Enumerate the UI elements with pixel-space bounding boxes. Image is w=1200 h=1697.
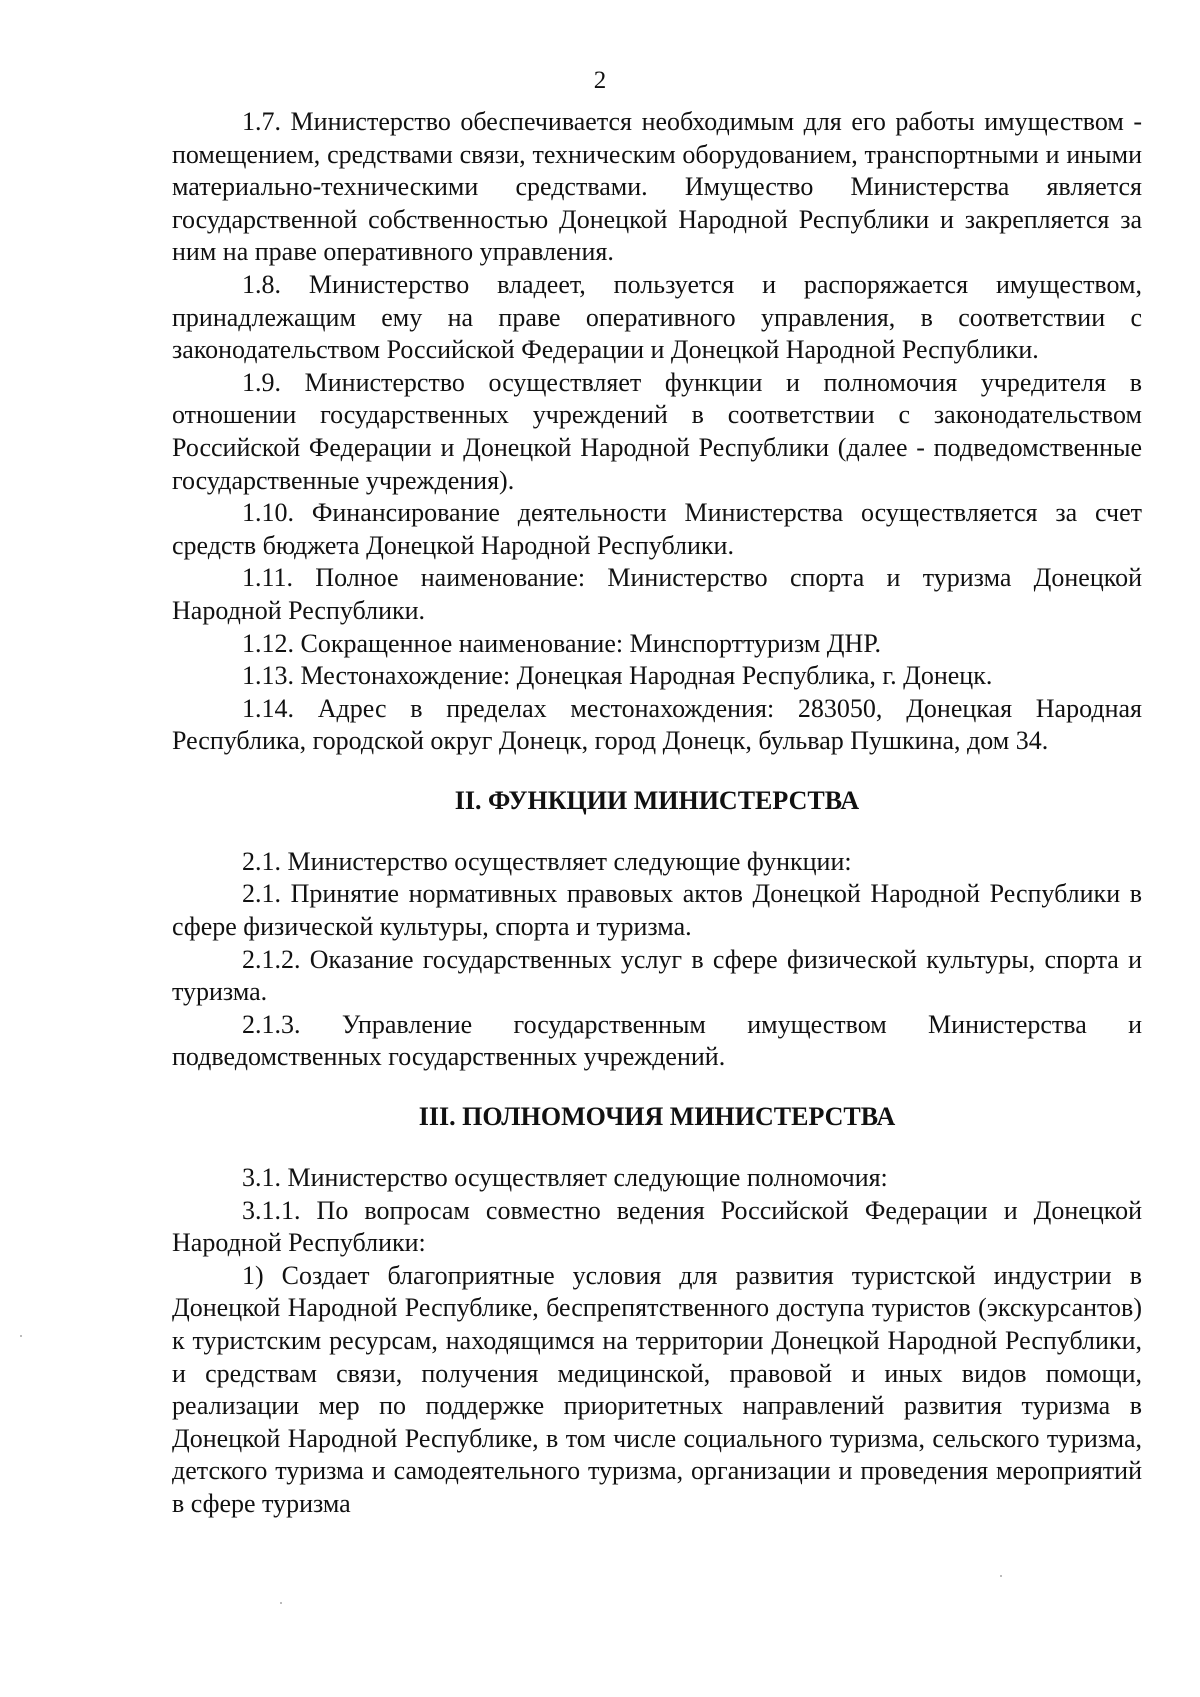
- paragraph-2-1-2: 2.1.2. Оказание государственных услуг в сфере физической культуры, спорта и туризма.: [172, 944, 1142, 1007]
- paragraph-2-1: 2.1. Принятие нормативных правовых актов Донецкой Народной Республики в сфере физической культуры, спорта и туризма.: [172, 879, 1142, 942]
- paragraph-1-14: 1.14. Адрес в пределах местонахождения: 283050, Донецкая Народная Республика, городской округ Донецк, город Донецк, бульвар Пушкина, дом 34.: [172, 693, 1142, 756]
- paragraph-3-1-1-item-1: 1) Создает благоприятные условия для развития туристской индустрии в Донецкой Народной Республике, беспрепятственного доступа туристов (экскурсантов) к туристским ресурсам, находящимся на территории Донецкой Народной Республики, и средствам связи, получения медицинской, правовой и иных видов помощи, реализации мер по поддержке приоритетных направлений развития туризма в Донецкой Народной Республике, в том числе социального туризма, сельского туризма, детского туризма и самодеятельного туризма, организации и проведения мероприятий в сфере туризма: [172, 1260, 1142, 1518]
- paragraph-1-9: 1.9. Министерство осуществляет функции и полномочия учредителя в отношении государственных учреждений в соответствии с законодательством Российской Федерации и Донецкой Народной Республики (далее - подведомственные государственные учреждения).: [172, 367, 1142, 495]
- page-number: 2: [593, 67, 607, 94]
- paragraph-2-1-intro: 2.1. Министерство осуществляет следующие функции:: [242, 846, 852, 876]
- paragraph-1-12: 1.12. Сокращенное наименование: Минспорттуризм ДНР.: [242, 628, 882, 658]
- document-body: [172, 106, 1142, 1521]
- paragraph-3-1-intro: 3.1. Министерство осуществляет следующие полномочия:: [242, 1163, 888, 1193]
- scan-speck: [280, 1602, 282, 1604]
- paragraph-3-1-1: 3.1.1. По вопросам совместно ведения Российской Федерации и Донецкой Народной Республики:: [172, 1195, 1142, 1258]
- paragraph-1-13: 1.13. Местонахождение: Донецкая Народная Республика, г. Донецк.: [242, 661, 993, 691]
- paragraph-2-1-3: 2.1.3. Управление государственным имуществом Министерства и подведомственных государственных учреждений.: [172, 1009, 1142, 1072]
- paragraph-1-7: 1.7. Министерство обеспечивается необходимым для его работы имуществом - помещением, средствами связи, техническим оборудованием, транспортными и иными материально-техническими средствами. Имущество Министерства является государственной собственностью Донецкой Народной Республики и закрепляется за ним на праве оперативного управления.: [172, 107, 1142, 267]
- scan-speck: [1000, 1575, 1002, 1577]
- section-heading-powers: III. ПОЛНОМОЧИЯ МИНИСТЕРСТВА: [418, 1102, 896, 1132]
- scan-speck: [20, 1335, 22, 1337]
- section-heading-functions: II. ФУНКЦИИ МИНИСТЕРСТВА: [454, 785, 860, 815]
- paragraph-1-10: 1.10. Финансирование деятельности Министерства осуществляется за счет средств бюджета Донецкой Народной Республики.: [172, 498, 1142, 560]
- paragraph-1-8: 1.8. Министерство владеет, пользуется и распоряжается имуществом, принадлежащим ему на праве оперативного управления, в соответствии с законодательством Российской Федерации и Донецкой Народной Республики.: [172, 269, 1142, 365]
- paragraph-1-11: 1.11. Полное наименование: Министерство спорта и туризма Донецкой Народной Республики.: [172, 563, 1142, 625]
